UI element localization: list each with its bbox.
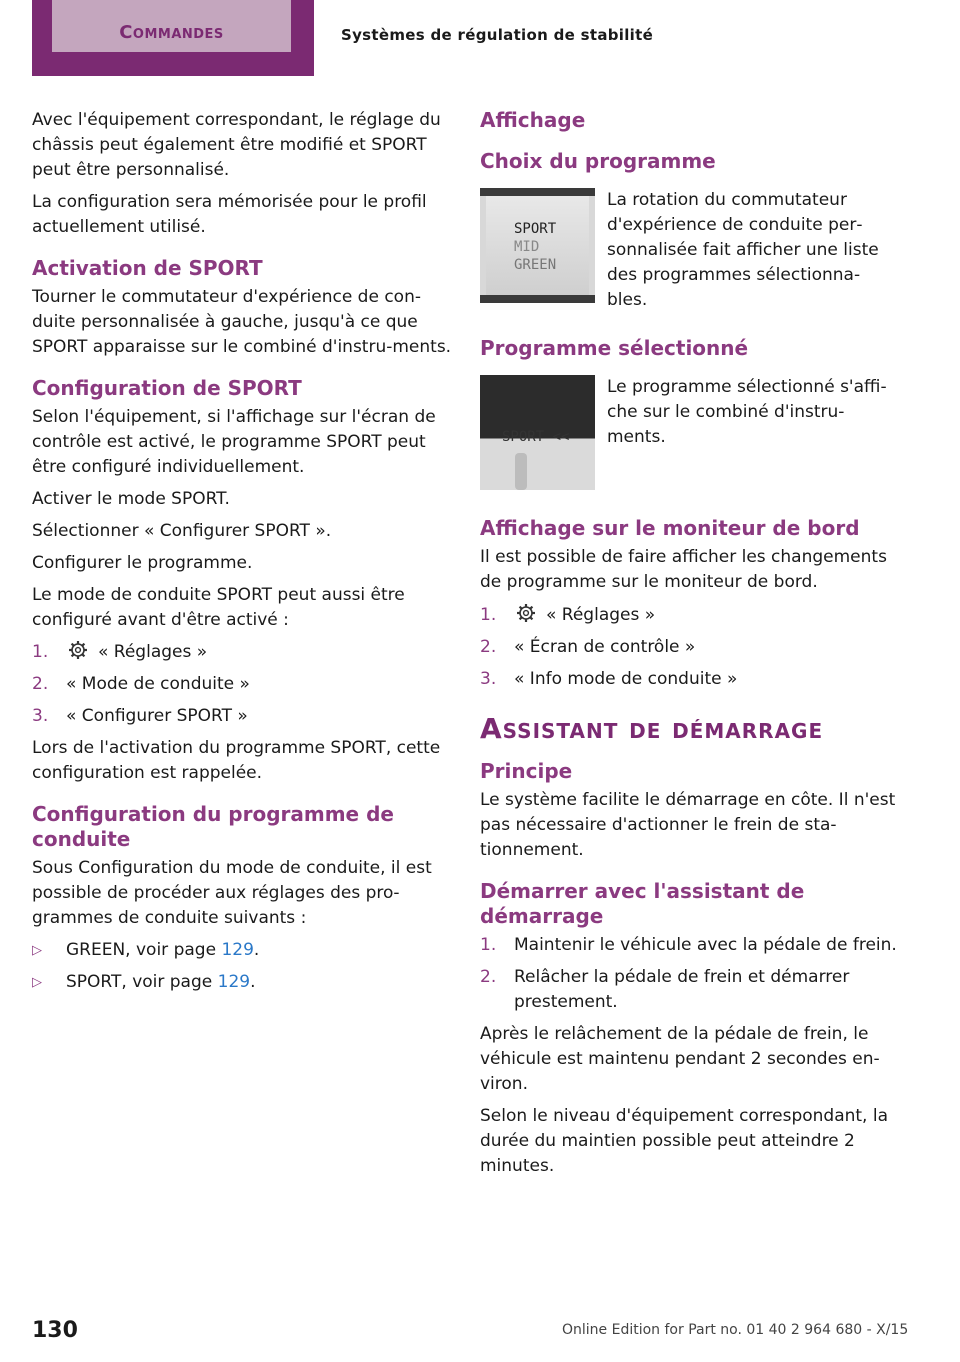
step-label: « Configurer SPORT » [66,706,248,726]
paragraph: Lors de l'activation du programme SPORT, cette configuration est rappelée. [32,738,441,783]
step-text [514,603,900,628]
photo-label: SPORT [514,221,557,237]
photo-label: MID [514,239,540,255]
gear-icon [68,640,88,660]
step-label: Maintenir le véhicule avec la pédale de frein. [514,935,897,955]
figure-selected-program [480,375,900,490]
step-number: 1. [480,605,497,625]
paragraph: Le mode de conduite SPORT peut aussi être configuré avant d'être activé : [32,585,405,630]
step-number: 1. [480,935,497,955]
paragraph: Configurer le programme. [32,553,253,573]
section-title: Systèmes de régulation de stabilité [341,26,654,44]
bullet-list [32,938,452,995]
heading-program-config: Configuration du programme de conduite [32,802,394,851]
paragraph: Selon l'équipement, si l'affichage sur l'écran de contrôle est activé, le programme SPORT peut être configuré individuellement. [32,407,436,477]
chapter-title: Commandes [119,22,224,43]
paragraph: Activer le mode SPORT. [32,489,230,509]
list-item [32,970,452,995]
step-number: 2. [480,967,497,987]
step-label: « Info mode de conduite » [514,669,738,689]
step-label: « Réglages » [98,642,208,662]
step-number: 2. [32,674,49,694]
triangle-bullet-icon: ▷ [32,943,42,958]
step-label: « Mode de conduite » [66,674,250,694]
step-label: « Réglages » [546,605,656,625]
page-link[interactable]: 129 [221,940,254,960]
paragraph: Selon le niveau d'équipement correspondant, la durée du maintien possible peut atteindre 2 minutes. [480,1106,889,1176]
heading-configuration: Configuration de SPORT [32,376,302,400]
step-number: 3. [32,706,49,726]
list-item [32,672,452,697]
heading-monitor: Affichage sur le moniteur de bord [480,516,860,540]
paragraph: Avec l'équipement correspondant, le réglage du châssis peut également être modifié et SPORT peut être personnalisé. [32,110,441,180]
photo-label: SPORT << [502,429,570,445]
step-label: « Écran de contrôle » [514,637,696,657]
heading-program-choice: Choix du programme [480,149,716,173]
figure-caption: Le programme sélectionné s'affi‐che sur le combiné d'instru‐ments. [607,377,887,447]
paragraph: Tourner le commutateur d'expérience de con‐duite personnalisée à gauche, jusqu'à ce que SPORT apparaisse sur le combiné d'instru‐ments. [32,287,452,357]
list-item [480,933,900,958]
step-text [66,640,452,665]
paragraph: Il est possible de faire afficher les changements de programme sur le moniteur de bord. [480,547,887,592]
list-item [480,635,900,660]
gear-icon [516,603,536,623]
triangle-bullet-icon: ▷ [32,975,42,990]
figure-program-list [480,188,900,320]
heading-principle: Principe [480,759,573,783]
paragraph: Le système facilite le démarrage en côte. Il n'est pas nécessaire d'actionner le frein de sta‐tionnement. [480,790,896,860]
list-item [480,965,900,1015]
chapter-heading-start-assistant: Assistant de démarrage [480,712,824,745]
edition-note: Online Edition for Part no. 01 40 2 964 680 - X/15 [562,1322,909,1338]
program-selector-photo [480,188,595,303]
step-label: Relâcher la pédale de frein et démarrer prestement. [514,967,850,1012]
heading-affichage: Affichage [480,108,586,132]
list-item [32,640,452,665]
list-item [32,938,452,963]
heading-selected-program: Programme sélectionné [480,336,749,360]
list-item [480,603,900,628]
heading-start-with-assistant: Démarrer avec l'assistant de démarrage [480,879,805,928]
steps-list [480,933,900,1015]
page-link[interactable]: 129 [217,972,251,992]
figure-caption: La rotation du commutateur d'expérience de conduite per‐sonnalisée fait afficher une liste des programmes sélectionna‐bles. [607,190,879,310]
instrument-cluster-photo [480,375,595,490]
page-number: 130 [32,1318,78,1343]
heading-activation: Activation de SPORT [32,256,263,280]
paragraph: La configuration sera mémorisée pour le profil actuellement utilisé. [32,192,427,237]
paragraph: Sous Configuration du mode de conduite, il est possible de procéder aux réglages des pro‐grammes de conduite suivants : [32,858,432,928]
step-number: 3. [480,669,497,689]
photo-label: GREEN [514,257,557,273]
list-item [480,667,900,692]
paragraph: Sélectionner « Configurer SPORT ». [32,521,332,541]
paragraph: Après le relâchement de la pédale de frein, le véhicule est maintenu pendant 2 secondes en‐viron. [480,1024,880,1094]
step-number: 2. [480,637,497,657]
left-column [32,108,452,1002]
list-item [32,704,452,729]
bullet-text: GREEN, voir page 129. [66,940,260,960]
step-number: 1. [32,642,49,662]
steps-list [32,640,452,729]
steps-list [480,603,900,692]
right-column [480,108,900,1186]
bullet-text: SPORT, voir page 129. [66,972,256,992]
